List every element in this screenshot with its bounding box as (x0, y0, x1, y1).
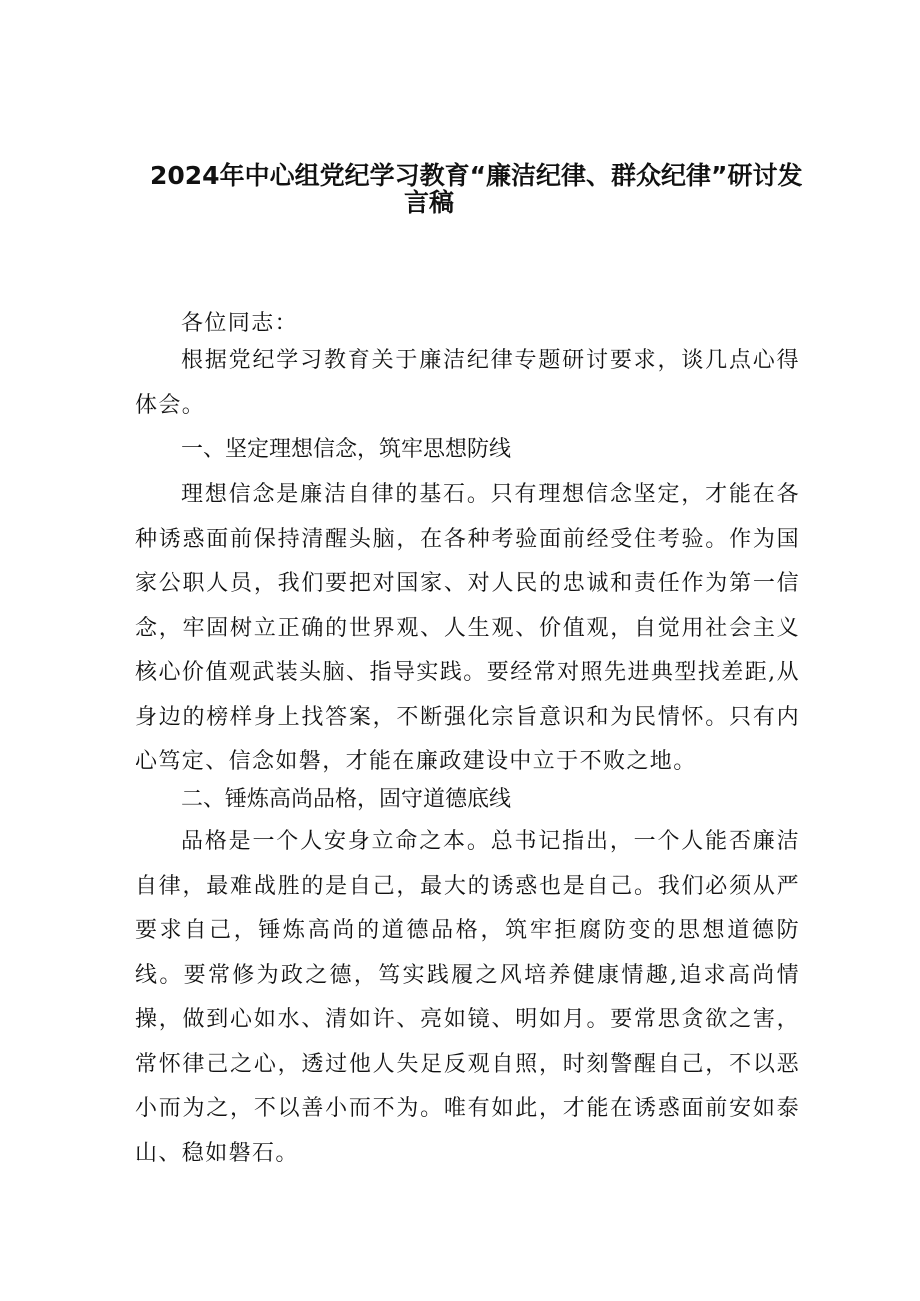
salutation: 各位同志： (181, 311, 299, 336)
section-heading-2: 二、锤炼高尚品格，固守道德底线 (181, 787, 512, 812)
intro-paragraph: 根据党纪学习教育关于廉洁纪律专题研讨要求，谈几点心得体会。 (135, 348, 800, 418)
section-heading-1: 一、坚定理想信念，筑牢思想防线 (181, 437, 512, 462)
section-paragraph-1: 理想信念是廉洁自律的基石。只有理想信念坚定，才能在各种诱惑面前保持清醒头脑，在各种考验面前经受住考验。作为国家公职人员，我们要把对国家、对人民的忠诚和责任作为第一信念，牢固树立正确的世界观、人生观、价值观，自觉用社会主义核心价值观武装头脑、指导实践。要经常对照先进典型找差距,从身边的榜样身上找答案，不断强化宗旨意识和为民情怀。只有内心笃定、信念如磐，才能在廉政建设中立于不败之地。 (135, 482, 800, 774)
document-title-line-2: 言稿 (404, 188, 455, 217)
section-paragraph-2: 品格是一个人安身立命之本。总书记指出，一个人能否廉洁自律，最难战胜的是自己，最大的诱惑也是自己。我们必须从严要求自己，锤炼高尚的道德品格，筑牢拒腐防变的思想道德防线。要常修为政之德，笃实践履之风培养健康情趣,追求高尚情操，做到心如水、清如许、亮如镜、明如月。要常思贪欲之害，常怀律己之心，透过他人失足反观自照，时刻警醒自己，不以恶小而为之，不以善小而不为。唯有如此，才能在诱惑面前安如泰山、稳如磐石。 (135, 829, 800, 1166)
document-title-line-1: 2024年中心组党纪学习教育“廉洁纪律、群众纪律”研讨发 (150, 161, 803, 190)
